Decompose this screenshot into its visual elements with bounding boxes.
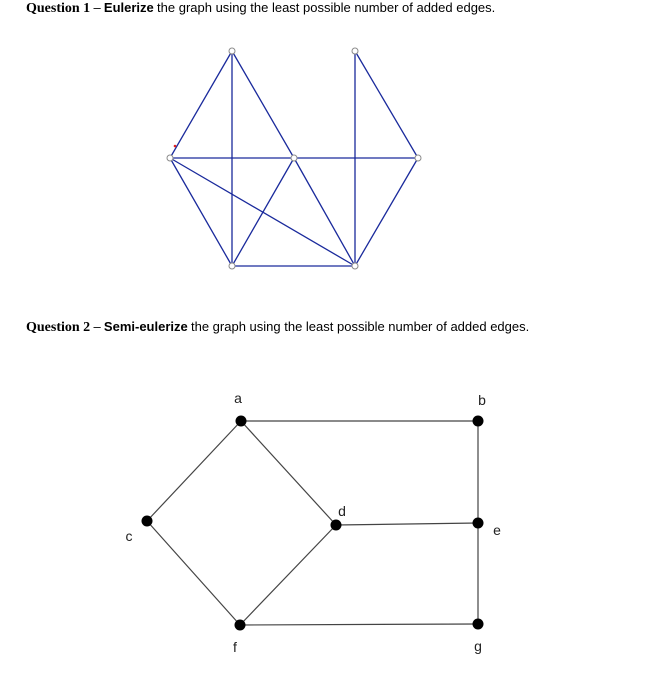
graph2-label-b: b (478, 392, 486, 408)
graph2-label-a: a (234, 390, 242, 406)
graph2-edge-d-f (240, 525, 336, 625)
graph2-vertex-a (236, 416, 247, 427)
graph2-vertex-e (473, 518, 484, 529)
graph2-vertex-b (473, 416, 484, 427)
graph2-label-e: e (493, 522, 501, 538)
question-1-keyword: Eulerize (103, 0, 154, 15)
graph2-label-c: c (125, 528, 133, 544)
graph2-edge-a-c (147, 421, 241, 521)
question-2-number: Question 2 (26, 320, 91, 335)
graph2-vertex-c (142, 516, 153, 527)
graph2-vertex-f (235, 620, 246, 631)
graph2-edge-f-g (240, 624, 478, 625)
graph2-label-f: f (233, 639, 237, 655)
question-2-text: the graph using the least possible number of added edges. (191, 319, 530, 334)
question-2-dash: – (93, 319, 101, 334)
graph2-label-g: g (474, 638, 482, 654)
graph2-edge-a-d (241, 421, 336, 525)
graph2-label-d: d (338, 503, 346, 519)
question-2-keyword: Semi-eulerize (103, 319, 188, 334)
graph2-edge-d-e (336, 523, 478, 525)
graph2-vertex-d (331, 520, 342, 531)
question-1-number: Question 1 (26, 1, 91, 16)
question-1-text: the graph using the least possible number of added edges. (157, 0, 496, 15)
graph2-edge-c-f (147, 521, 240, 625)
graph2-vertex-g (473, 619, 484, 630)
question-1-dash: – (93, 0, 101, 15)
